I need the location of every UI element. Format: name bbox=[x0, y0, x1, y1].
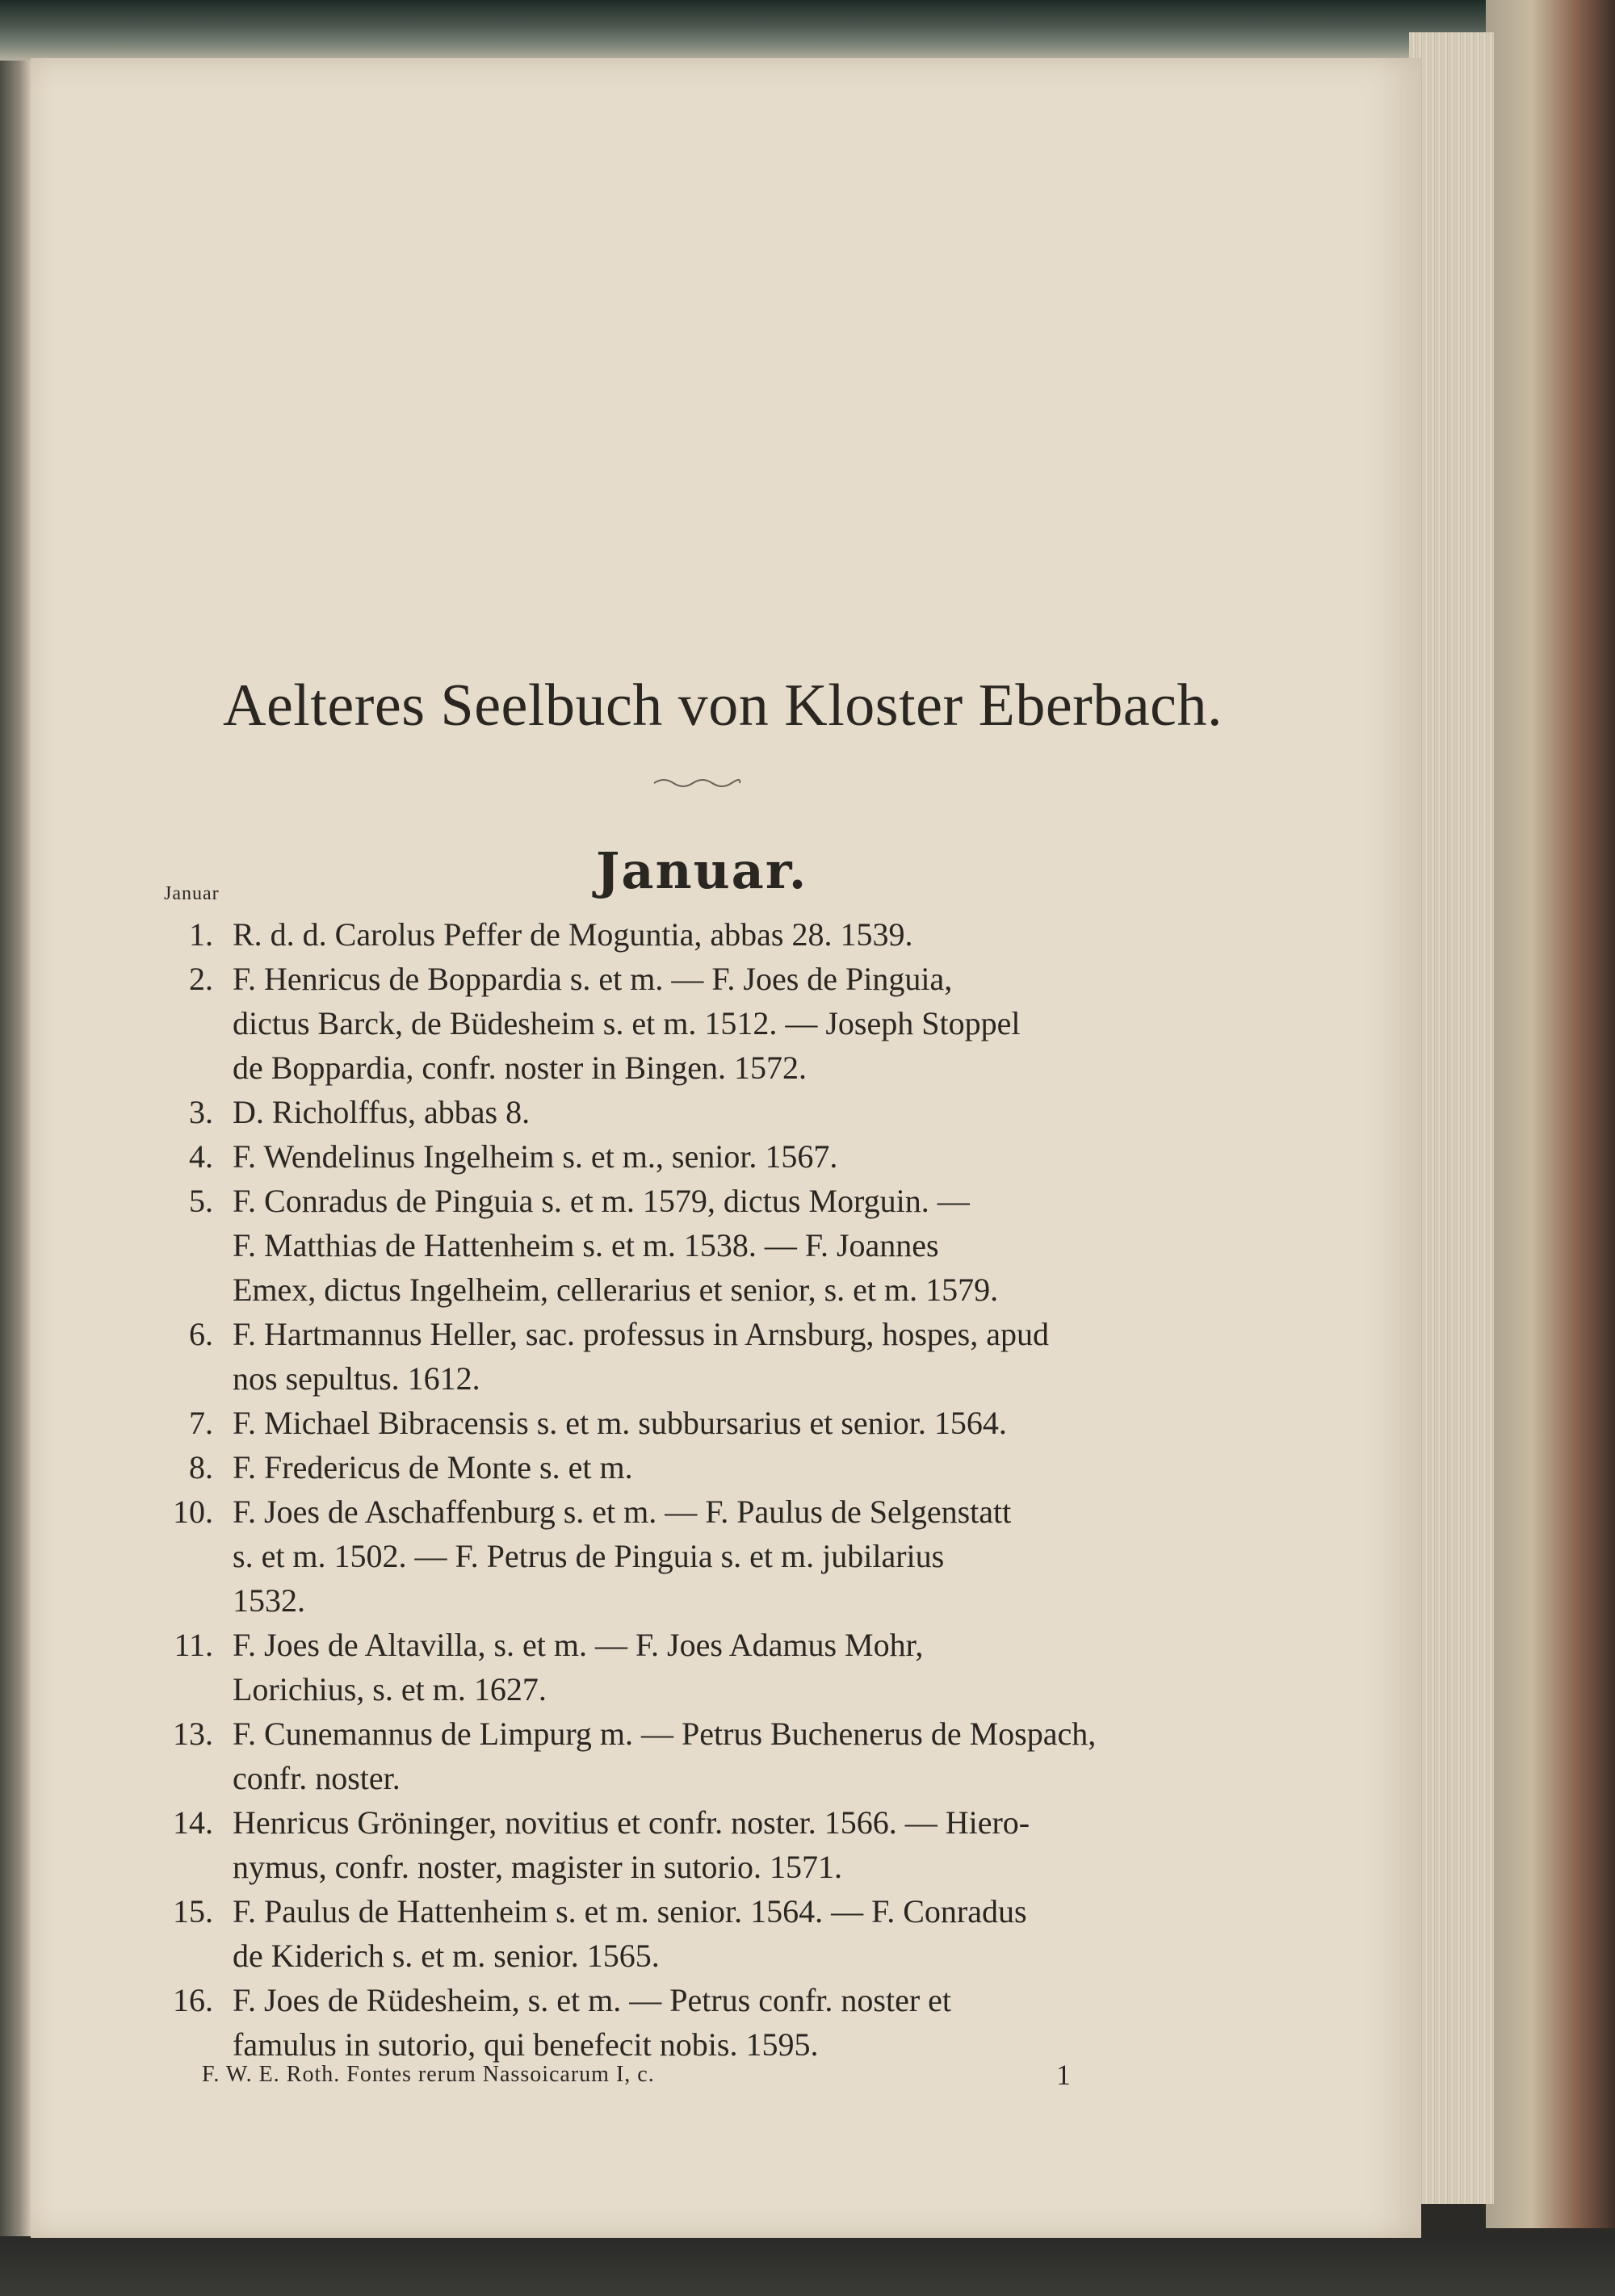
page-title: Aelteres Seelbuch von Kloster Eberbach. bbox=[223, 672, 1223, 739]
ornament-divider bbox=[652, 775, 741, 791]
footer-citation: F. W. E. Roth. Fontes rerum Nassoicarum I, c. bbox=[202, 2062, 655, 2087]
entry-line: F. Hartmannus Heller, sac. professus in Arnsburg, hospes, apud bbox=[233, 1316, 1049, 1352]
entry-13 bbox=[136, 1892, 1226, 1981]
entry-number: 14. bbox=[173, 1804, 213, 1841]
entry-1 bbox=[136, 915, 1226, 960]
entry-number: 16. bbox=[173, 1982, 213, 2018]
entry-line: F. Conradus de Pinguia s. et m. 1579, dictus Morguin. — bbox=[233, 1183, 970, 1219]
entry-7 bbox=[136, 1404, 1226, 1448]
entry-number: 13. bbox=[173, 1716, 213, 1752]
page-number: 1 bbox=[1056, 2059, 1071, 2091]
book-bottom-strip bbox=[0, 2236, 1615, 2296]
entry-10 bbox=[136, 1626, 1226, 1715]
entry-line: dictus Barck, de Büdesheim s. et m. 1512. — Joseph Stoppel bbox=[233, 1005, 1021, 1041]
entry-6 bbox=[136, 1315, 1226, 1404]
entry-line: de Boppardia, confr. noster in Bingen. 1572. bbox=[233, 1050, 807, 1086]
page-stack-edge bbox=[1409, 32, 1494, 2204]
entry-line: R. d. d. Carolus Peffer de Moguntia, abbas 28. 1539. bbox=[233, 916, 913, 953]
entry-line: F. Michael Bibracensis s. et m. subbursarius et senior. 1564. bbox=[233, 1405, 1007, 1441]
entry-line: F. Wendelinus Ingelheim s. et m., senior. 1567. bbox=[233, 1138, 838, 1175]
entry-line: nos sepultus. 1612. bbox=[233, 1360, 480, 1397]
book-left-edge bbox=[0, 48, 32, 2244]
entry-number: 10. bbox=[173, 1494, 213, 1530]
entry-number: 5. bbox=[189, 1183, 213, 1219]
entry-line: F. Joes de Aschaffenburg s. et m. — F. Paulus de Selgenstatt bbox=[233, 1494, 1012, 1530]
entry-number: 4. bbox=[189, 1138, 213, 1175]
entry-line: 1532. bbox=[233, 1582, 305, 1619]
book-top-edge bbox=[0, 0, 1486, 61]
entry-line: Emex, dictus Ingelheim, cellerarius et senior, s. et m. 1579. bbox=[233, 1272, 999, 1308]
entry-2 bbox=[136, 960, 1226, 1093]
entry-line: famulus in sutorio, qui benefecit nobis. 1595. bbox=[233, 2026, 819, 2063]
book-cover-edge bbox=[1486, 0, 1615, 2228]
entry-number: 11. bbox=[174, 1627, 213, 1663]
entry-line: confr. noster. bbox=[233, 1760, 401, 1796]
entry-line: F. Fredericus de Monte s. et m. bbox=[233, 1449, 633, 1485]
entry-14 bbox=[136, 1981, 1226, 2070]
entry-8 bbox=[136, 1448, 1226, 1493]
page bbox=[31, 58, 1421, 2238]
entry-number: 7. bbox=[189, 1405, 213, 1441]
entry-line: nymus, confr. noster, magister in sutorio. 1571. bbox=[233, 1849, 842, 1885]
entry-number: 15. bbox=[173, 1893, 213, 1929]
entry-line: F. Joes de Altavilla, s. et m. — F. Joes Adamus Mohr, bbox=[233, 1627, 924, 1663]
entry-12 bbox=[136, 1804, 1226, 1892]
entry-number: 6. bbox=[189, 1316, 213, 1352]
entry-line: F. Joes de Rüdesheim, s. et m. — Petrus confr. noster et bbox=[233, 1982, 952, 2018]
entry-number: 3. bbox=[189, 1094, 213, 1130]
entry-line: D. Richolffus, abbas 8. bbox=[233, 1094, 531, 1130]
entry-4 bbox=[136, 1138, 1226, 1182]
entry-line: de Kiderich s. et m. senior. 1565. bbox=[233, 1938, 660, 1974]
margin-label: Januar bbox=[164, 883, 220, 904]
entry-line: F. Paulus de Hattenheim s. et m. senior. 1564. — F. Conradus bbox=[233, 1893, 1027, 1929]
entry-5 bbox=[136, 1182, 1226, 1315]
entry-line: F. Cunemannus de Limpurg m. — Petrus Buchenerus de Mospach, bbox=[233, 1716, 1097, 1752]
entry-number: 1. bbox=[189, 916, 213, 953]
entry-9 bbox=[136, 1493, 1226, 1626]
entry-line: Lorichius, s. et m. 1627. bbox=[233, 1671, 547, 1707]
entry-3 bbox=[136, 1093, 1226, 1138]
entry-number: 2. bbox=[189, 961, 213, 997]
entry-line: Henricus Gröninger, novitius et confr. noster. 1566. — Hiero- bbox=[233, 1804, 1030, 1841]
entry-11 bbox=[136, 1715, 1226, 1804]
entry-line: F. Henricus de Boppardia s. et m. — F. Joes de Pinguia, bbox=[233, 961, 953, 997]
entry-line: F. Matthias de Hattenheim s. et m. 1538. — F. Joannes bbox=[233, 1227, 939, 1263]
entry-line: s. et m. 1502. — F. Petrus de Pinguia s. et m. jubilarius bbox=[233, 1538, 945, 1574]
entry-number: 8. bbox=[189, 1449, 213, 1485]
month-heading: Januar. bbox=[596, 841, 808, 900]
